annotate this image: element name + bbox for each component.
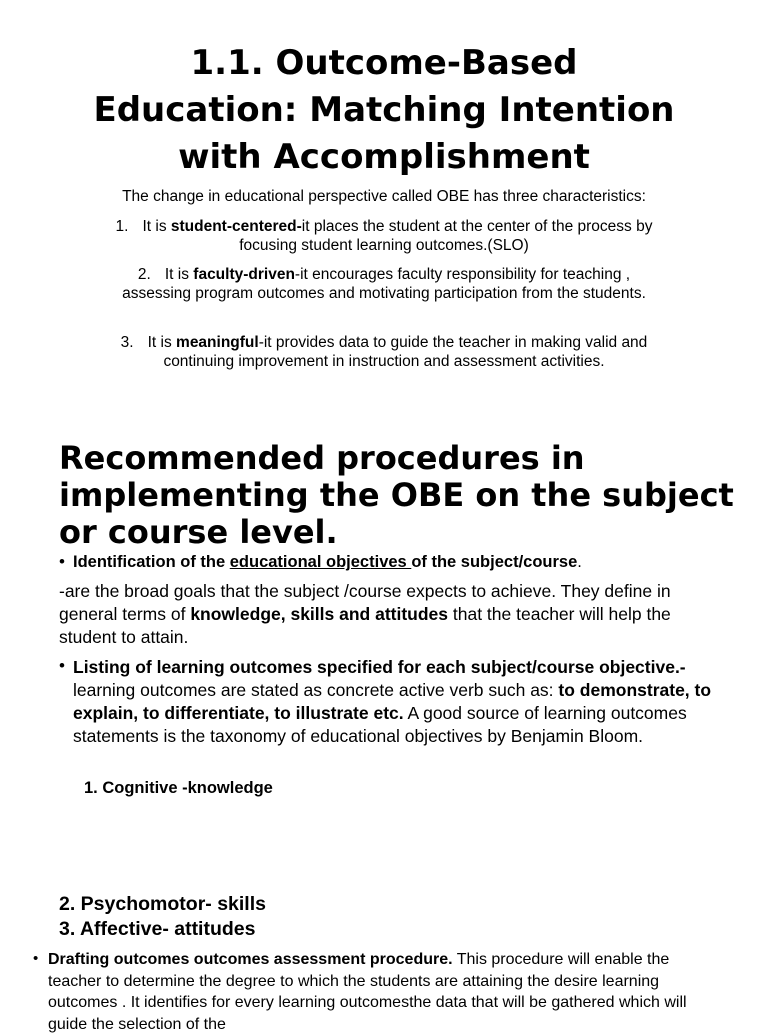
domain-psychomotor: 2. Psychomotor- skills xyxy=(59,893,266,915)
list-item: 3. It is meaningful-it provides data to guide the teacher in making valid and continuing improvement in instruction and assessment activities. xyxy=(120,334,648,370)
intro-text: The change in educational perspective called OBE has three characteristics: xyxy=(122,188,646,205)
bullet-marker: • xyxy=(59,656,65,675)
domain-cognitive: 1. Cognitive -knowledge xyxy=(84,779,273,797)
list-item: 1. It is student-centered-it places the student at the center of the process by focusing student learning outcomes.(SLO) xyxy=(115,218,653,254)
page-title: 1.1. Outcome-Based Education: Matching Intention with Accomplishment xyxy=(93,43,675,177)
item-identification: Identification of the educational objectives of the subject/course. xyxy=(73,553,582,571)
bullet-marker: • xyxy=(59,552,65,571)
item-learning-outcomes: Listing of learning outcomes specified for each subject/course objective.-learning outcomes are stated as concrete active verb such as: to demonstrate, to explain, to differentiate, to illustrate etc. A good source of learning outcomes statements is the taxonomy of educational objectives by Benjamin Bloom. xyxy=(73,657,712,746)
item-identification-desc: -are the broad goals that the subject /course expects to achieve. They define in general terms of knowledge, skills and attitudes that the teacher will help the student to attain. xyxy=(59,581,671,647)
section-heading: Recommended procedures in implementing the OBE on the subject or course level. xyxy=(59,439,734,551)
domain-affective: 3. Affective- attitudes xyxy=(59,918,256,940)
bullet-marker: • xyxy=(33,950,39,967)
item-drafting: Drafting outcomes outcomes assessment procedure. This procedure will enable the teacher to determine the degree to which the students are attaining the desire learning outcomes . It identifies for every learning outcomesthe data that will be gathered which will guide the selection of the xyxy=(48,951,687,1033)
list-item: 2. It is faculty-driven-it encourages faculty responsibility for teaching , assessing program outcomes and motivating participation from the students. xyxy=(122,266,646,302)
